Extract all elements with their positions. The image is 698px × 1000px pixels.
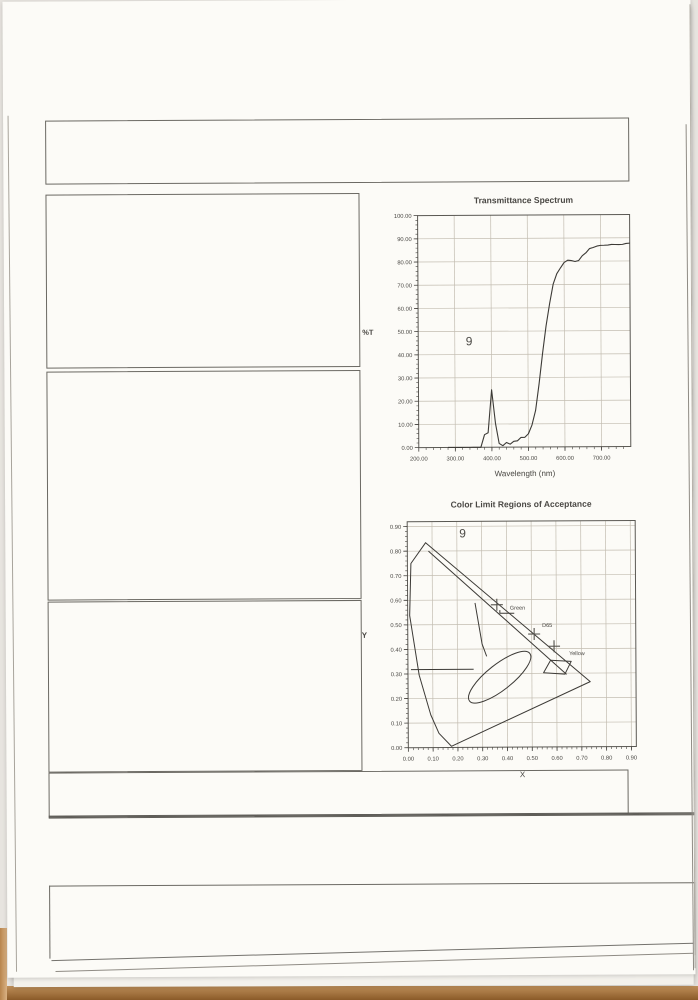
desk-surface <box>0 986 698 1000</box>
svg-text:80.00: 80.00 <box>397 260 412 267</box>
svg-text:0.70: 0.70 <box>576 755 588 762</box>
en-iso-12312-table <box>46 370 361 601</box>
svg-text:0.80: 0.80 <box>390 549 402 556</box>
svg-text:300.00: 300.00 <box>446 456 465 463</box>
x-axis-label: X <box>519 770 526 780</box>
spectrum-data-table <box>49 812 695 818</box>
marker-label-yellow: Yellow <box>569 651 585 658</box>
svg-text:400.00: 400.00 <box>483 456 501 463</box>
svg-text:0.50: 0.50 <box>390 623 402 630</box>
y-axis-label: Y <box>361 630 368 640</box>
summary-rows <box>50 887 694 890</box>
svg-text:0.80: 0.80 <box>601 755 613 762</box>
marker-label-d65: D65 <box>542 622 553 629</box>
green-region-boundary <box>475 603 487 657</box>
svg-text:0.00: 0.00 <box>391 745 403 752</box>
as-nzs-1067-table <box>48 600 363 773</box>
svg-text:0.70: 0.70 <box>390 573 402 581</box>
color-limit-diagram <box>349 490 659 808</box>
chart-title: Color Limit Regions of Acceptance <box>450 498 592 510</box>
tel-fax-line <box>46 70 74 80</box>
chart-title: Transmittance Spectrum <box>473 194 574 206</box>
svg-text:0.30: 0.30 <box>477 756 489 763</box>
spectrum-data-header <box>50 813 694 817</box>
svg-text:90.00: 90.00 <box>397 237 412 244</box>
svg-text:20.00: 20.00 <box>398 399 413 406</box>
sample-remark <box>368 126 374 136</box>
svg-text:0.60: 0.60 <box>390 598 402 605</box>
transmittance-curve <box>447 243 631 447</box>
svg-text:500.00: 500.00 <box>519 456 538 463</box>
svg-text:0.10: 0.10 <box>390 721 403 728</box>
svg-text:100.00: 100.00 <box>393 213 412 220</box>
svg-text:30.00: 30.00 <box>397 376 413 383</box>
svg-text:0.20: 0.20 <box>452 756 464 763</box>
svg-text:0.60: 0.60 <box>551 755 563 762</box>
svg-text:200.00: 200.00 <box>409 456 428 463</box>
svg-text:700.00: 700.00 <box>592 455 611 462</box>
transmittance-spectrum-chart <box>347 190 657 490</box>
page-title <box>3 92 691 96</box>
y-axis-label: %T <box>362 327 374 337</box>
cie-values <box>58 790 124 799</box>
desk-surface-left <box>0 928 7 1000</box>
svg-text:0.40: 0.40 <box>390 647 402 654</box>
svg-text:60.00: 60.00 <box>397 306 413 313</box>
annotation-9: 9 <box>465 334 473 349</box>
spectral-locus <box>409 542 590 747</box>
report-page <box>2 0 695 978</box>
svg-text:0.90: 0.90 <box>625 755 638 762</box>
sample-info-box <box>45 118 629 185</box>
svg-text:70.00: 70.00 <box>397 283 412 290</box>
color-limit-ellipse <box>462 643 538 711</box>
svg-text:50.00: 50.00 <box>397 329 413 336</box>
svg-text:0.50: 0.50 <box>526 756 538 763</box>
svg-text:0.20: 0.20 <box>390 696 403 703</box>
achromatic-diagonal <box>428 550 566 675</box>
marker-label-green: Green <box>509 605 526 612</box>
summary-box <box>49 882 695 958</box>
svg-text:40.00: 40.00 <box>397 353 413 360</box>
x-axis-label: Wavelength (nm) <box>494 468 556 479</box>
annotation-9: 9 <box>459 526 467 541</box>
svg-text:0.40: 0.40 <box>501 756 514 763</box>
svg-text:10.00: 10.00 <box>398 422 413 429</box>
svg-text:0.00: 0.00 <box>402 756 415 763</box>
ansi-z80-table <box>45 193 360 369</box>
svg-text:0.10: 0.10 <box>427 756 439 763</box>
svg-text:0.30: 0.30 <box>390 672 402 679</box>
svg-text:0.90: 0.90 <box>389 524 402 531</box>
svg-text:600.00: 600.00 <box>556 455 574 462</box>
svg-text:0.00: 0.00 <box>401 445 413 452</box>
